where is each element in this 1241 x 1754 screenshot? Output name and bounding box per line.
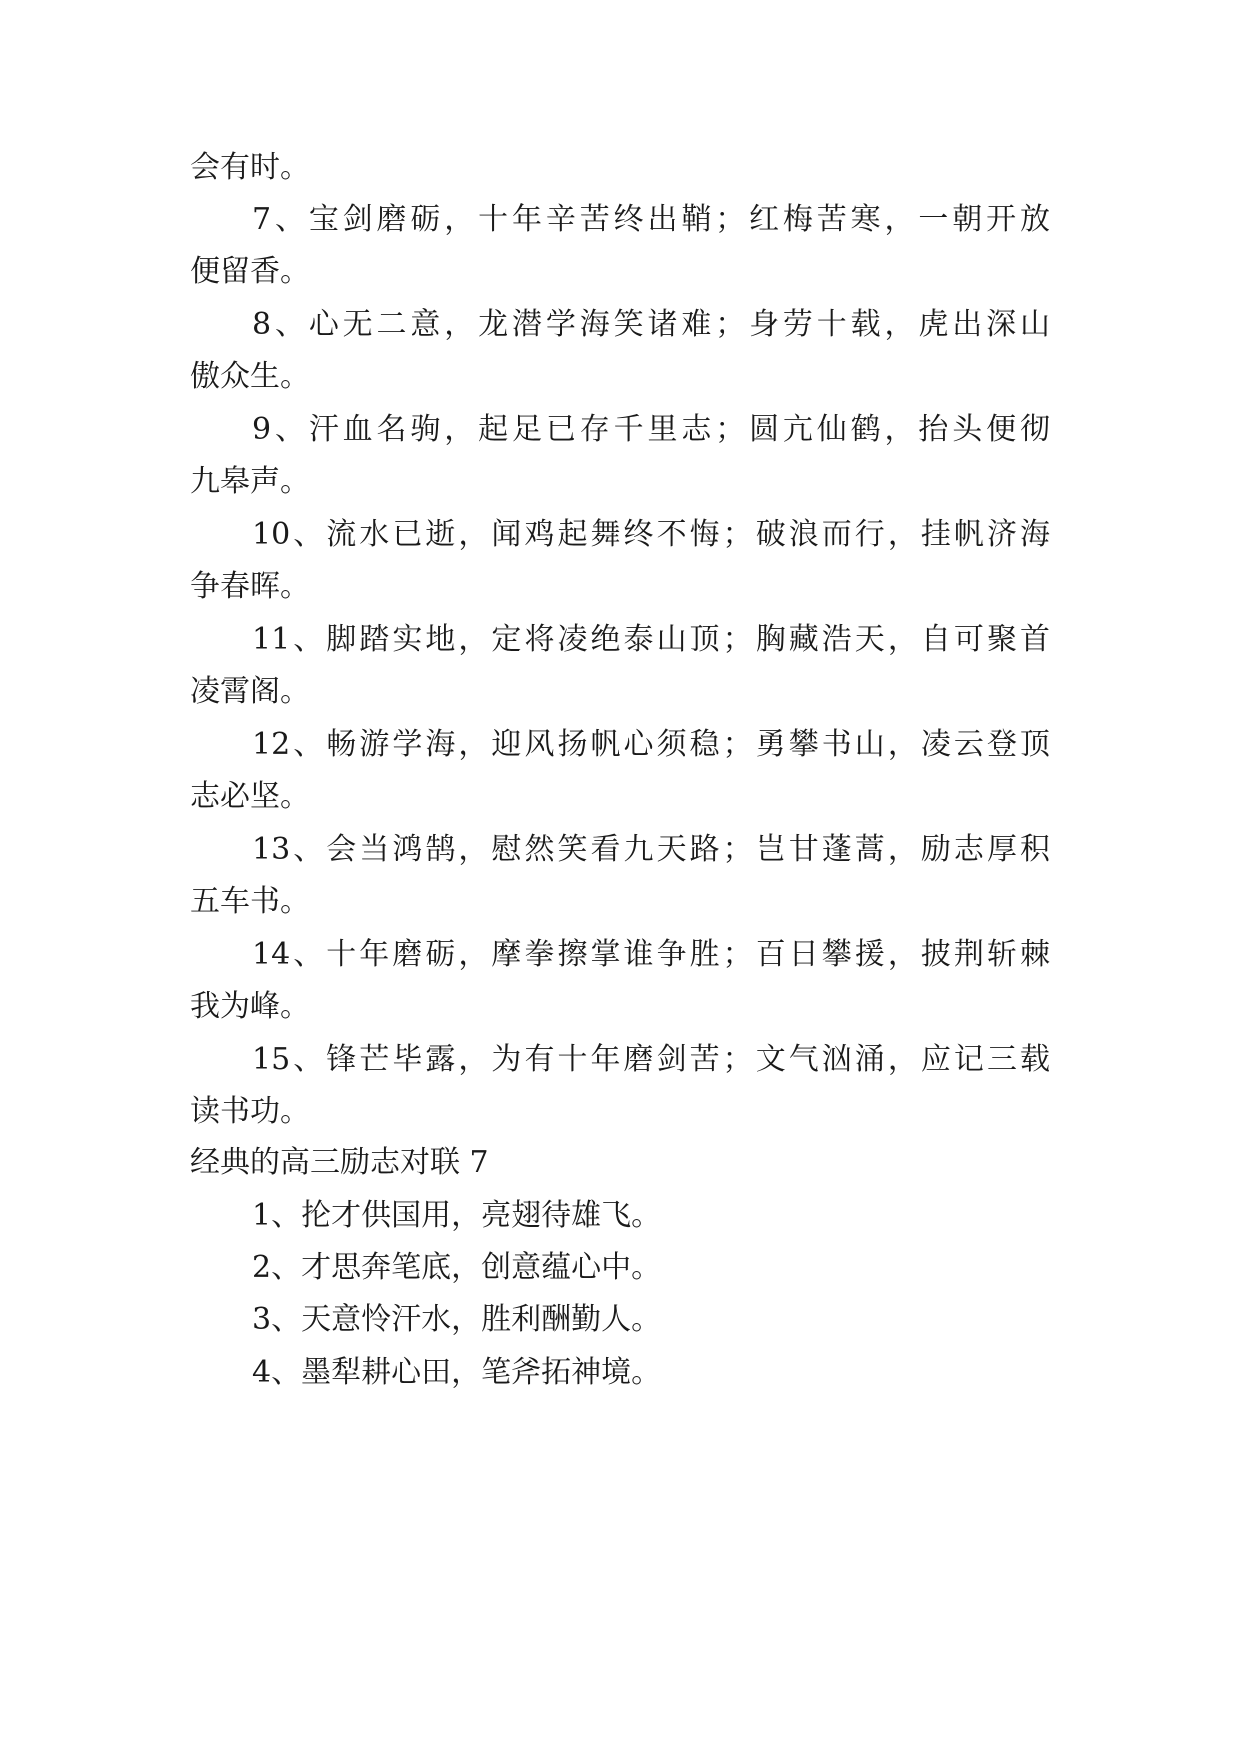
couplet-11: 11、脚踏实地，定将凌绝泰山顶；胸藏浩天，自可聚首	[252, 622, 1050, 657]
couplet-12: 12、畅游学海，迎风扬帆心须稳；勇攀书山，凌云登顶	[252, 727, 1050, 762]
text-line: 凌霄阁。	[190, 674, 310, 709]
couplet-8: 8、心无二意，龙潜学海笑诸难；身劳十载，虎出深山	[252, 307, 1050, 342]
couplet-10: 10、流水已逝，闻鸡起舞终不悔；破浪而行，挂帆济海	[252, 517, 1050, 552]
short-couplet-1: 1、抡才供国用，亮翅待雄飞。	[252, 1198, 662, 1233]
couplet-13: 13、会当鸿鹄，慰然笑看九天路；岂甘蓬蒿，励志厚积	[252, 832, 1050, 867]
short-couplet-2: 2、才思奔笔底，创意蕴心中。	[252, 1250, 662, 1285]
short-couplet-3: 3、天意怜汗水，胜利酬勤人。	[252, 1302, 662, 1337]
couplet-7: 7、宝剑磨砺，十年辛苦终出鞘；红梅苦寒，一朝开放	[252, 202, 1050, 237]
text-line: 我为峰。	[190, 989, 310, 1024]
text-line: 傲众生。	[190, 359, 310, 394]
couplet-14: 14、十年磨砺，摩拳擦掌谁争胜；百日攀援，披荆斩棘	[252, 937, 1050, 972]
text-line: 便留香。	[190, 254, 310, 289]
text-line: 志必坚。	[190, 779, 310, 814]
section-heading: 经典的高三励志对联 7	[190, 1145, 489, 1180]
couplet-9: 9、汗血名驹，起足已存千里志；圆亢仙鹤，抬头便彻	[252, 412, 1050, 447]
short-couplet-4: 4、墨犁耕心田，笔斧拓神境。	[252, 1355, 662, 1390]
couplet-15: 15、锋芒毕露，为有十年磨剑苦；文气汹涌，应记三载	[252, 1042, 1050, 1077]
text-line: 读书功。	[190, 1094, 310, 1129]
text-line: 五车书。	[190, 884, 310, 919]
text-line: 会有时。	[190, 150, 310, 185]
text-line: 九皋声。	[190, 464, 310, 499]
text-line: 争春晖。	[190, 569, 310, 604]
